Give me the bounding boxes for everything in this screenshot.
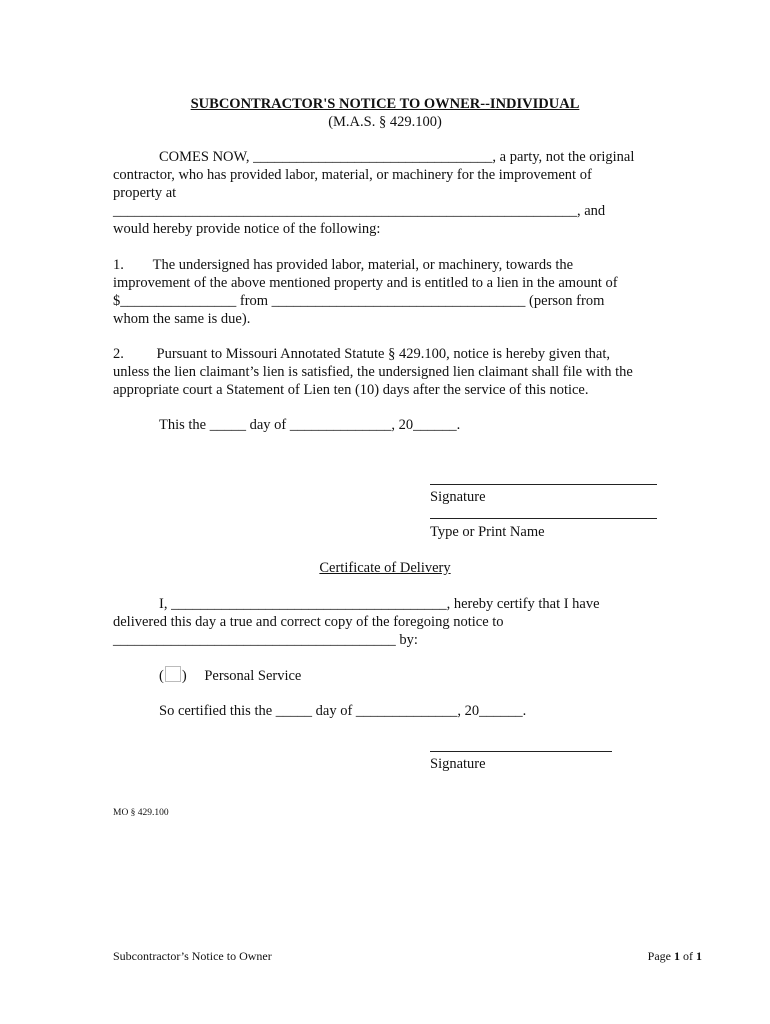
page-of: of — [680, 949, 696, 963]
option-close-paren: ) — [181, 668, 187, 684]
item-1-line-1: 1. The undersigned has provided labor, material, or machinery, towards the — [113, 257, 574, 273]
signature-label: Signature — [430, 489, 486, 505]
certificate-signature-rule — [430, 751, 612, 752]
intro-line-3: property at — [113, 185, 177, 201]
intro-line-5: would hereby provide notice of the following: — [113, 221, 381, 237]
page-number — [648, 949, 702, 964]
page-prefix: Page — [647, 949, 674, 963]
personal-service-checkbox[interactable] — [165, 666, 181, 682]
certificate-signature-label: Signature — [430, 756, 486, 772]
item-1-line-2: improvement of the above mentioned property and is entitled to a lien in the amount of — [113, 275, 618, 291]
certificate-heading-text: Certificate of Delivery — [319, 560, 451, 576]
item-1-line-3: $________________ from ___________________________________ (person from — [113, 293, 605, 309]
certified-date-line: So certified this the _____ day of ______________, 20______. — [159, 703, 527, 719]
personal-service-option[interactable] — [159, 666, 301, 685]
footer-left: Subcontractor’s Notice to Owner — [113, 949, 272, 963]
intro-line-2: contractor, who has provided labor, material, or machinery for the improvement of — [113, 167, 592, 183]
option-open-paren: ( — [159, 668, 164, 684]
signature-rule — [430, 484, 657, 485]
item-2-line-1: 2. Pursuant to Missouri Annotated Statute § 429.100, notice is hereby given that, — [113, 346, 610, 362]
print-name-rule — [430, 518, 657, 519]
personal-service-label: Personal Service — [204, 668, 302, 684]
intro-line-1: COMES NOW, _________________________________, a party, not the original — [159, 149, 635, 165]
certificate-line-3: _______________________________________ by: — [113, 632, 418, 648]
item-2-line-2: unless the lien claimant’s lien is satisfied, the undersigned lien claimant shall file with the — [113, 364, 633, 380]
document-subtitle: (M.A.S. § 429.100) — [328, 114, 442, 130]
intro-line-4: ________________________________________________________________, and — [113, 203, 606, 219]
certificate-line-1: I, ______________________________________, hereby certify that I have — [159, 596, 600, 612]
date-line: This the _____ day of ______________, 20______. — [159, 417, 461, 433]
item-2-line-3: appropriate court a Statement of Lien ten (10) days after the service of this notice. — [113, 382, 589, 398]
item-1-line-4: whom the same is due). — [113, 311, 251, 327]
page-current: 1 — [674, 949, 680, 963]
page-total: 1 — [696, 949, 702, 963]
statute-reference: MO § 429.100 — [113, 808, 169, 818]
print-name-label: Type or Print Name — [430, 524, 545, 540]
document-title: SUBCONTRACTOR'S NOTICE TO OWNER--INDIVIDUAL — [190, 96, 580, 112]
certificate-heading — [0, 559, 770, 577]
certificate-line-2: delivered this day a true and correct copy of the foregoing notice to — [113, 614, 504, 630]
